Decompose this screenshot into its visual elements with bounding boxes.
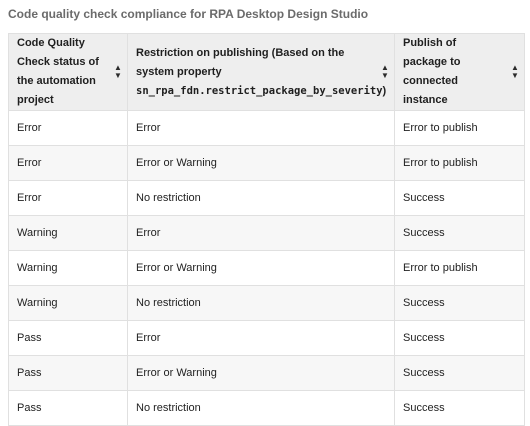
table-cell-restriction: Error — [128, 216, 395, 251]
sort-down-icon: ▼ — [511, 71, 519, 80]
table-cell-publish-result: Success — [395, 356, 525, 391]
table-cell-restriction: No restriction — [128, 286, 395, 321]
column-header-restriction[interactable] — [128, 34, 395, 111]
table-row — [9, 356, 525, 391]
table-cell-publish-result: Success — [395, 286, 525, 321]
table-cell-status: Error — [9, 146, 128, 181]
column-header-label: Code Quality Check status of the automation project — [17, 37, 99, 106]
table-row — [9, 251, 525, 286]
table-row — [9, 146, 525, 181]
table-cell-status: Pass — [9, 391, 128, 426]
table-row — [9, 111, 525, 146]
table-caption: Code quality check compliance for RPA Desktop Design Studio — [8, 7, 369, 21]
table-cell-status: Warning — [9, 286, 128, 321]
column-header-publish-result[interactable] — [395, 34, 525, 111]
table-cell-status: Error — [9, 111, 128, 146]
compliance-table — [8, 33, 525, 426]
table-cell-publish-result: Success — [395, 216, 525, 251]
header-row — [9, 34, 525, 111]
table-cell-status: Warning — [9, 216, 128, 251]
table-row — [9, 391, 525, 426]
table-cell-status: Error — [9, 181, 128, 216]
sort-icon[interactable] — [510, 64, 520, 80]
column-header-label: Restriction on publishing (Based on the system property — [136, 46, 345, 78]
table-cell-restriction: No restriction — [128, 391, 395, 426]
table-cell-restriction: Error — [128, 111, 395, 146]
system-property-name: sn_rpa_fdn.restrict_package_by_severity — [136, 84, 383, 97]
table-row — [9, 321, 525, 356]
sort-up-icon: ▲ — [381, 63, 389, 72]
sort-up-icon: ▲ — [114, 63, 122, 72]
table-cell-status: Pass — [9, 321, 128, 356]
table-cell-publish-result: Success — [395, 321, 525, 356]
column-header-label-close: ) — [382, 84, 387, 97]
table-cell-restriction: Error or Warning — [128, 146, 395, 181]
column-header-label: Publish of package to connected instance — [403, 37, 461, 106]
table-cell-restriction: No restriction — [128, 181, 395, 216]
table-cell-publish-result: Error to publish — [395, 146, 525, 181]
sort-icon[interactable] — [380, 64, 390, 80]
sort-down-icon: ▼ — [114, 71, 122, 80]
table-cell-publish-result: Success — [395, 391, 525, 426]
table-cell-restriction: Error or Warning — [128, 251, 395, 286]
table-cell-publish-result: Error to publish — [395, 251, 525, 286]
table-row — [9, 216, 525, 251]
sort-down-icon: ▼ — [381, 71, 389, 80]
table-cell-restriction: Error — [128, 321, 395, 356]
table-cell-publish-result: Error to publish — [395, 111, 525, 146]
sort-up-icon: ▲ — [511, 63, 519, 72]
column-header-code-quality-status[interactable] — [9, 34, 128, 111]
table-row — [9, 181, 525, 216]
sort-icon[interactable] — [113, 64, 123, 80]
table-cell-status: Warning — [9, 251, 128, 286]
table-cell-status: Pass — [9, 356, 128, 391]
table-row — [9, 286, 525, 321]
table-cell-restriction: Error or Warning — [128, 356, 395, 391]
table-cell-publish-result: Success — [395, 181, 525, 216]
